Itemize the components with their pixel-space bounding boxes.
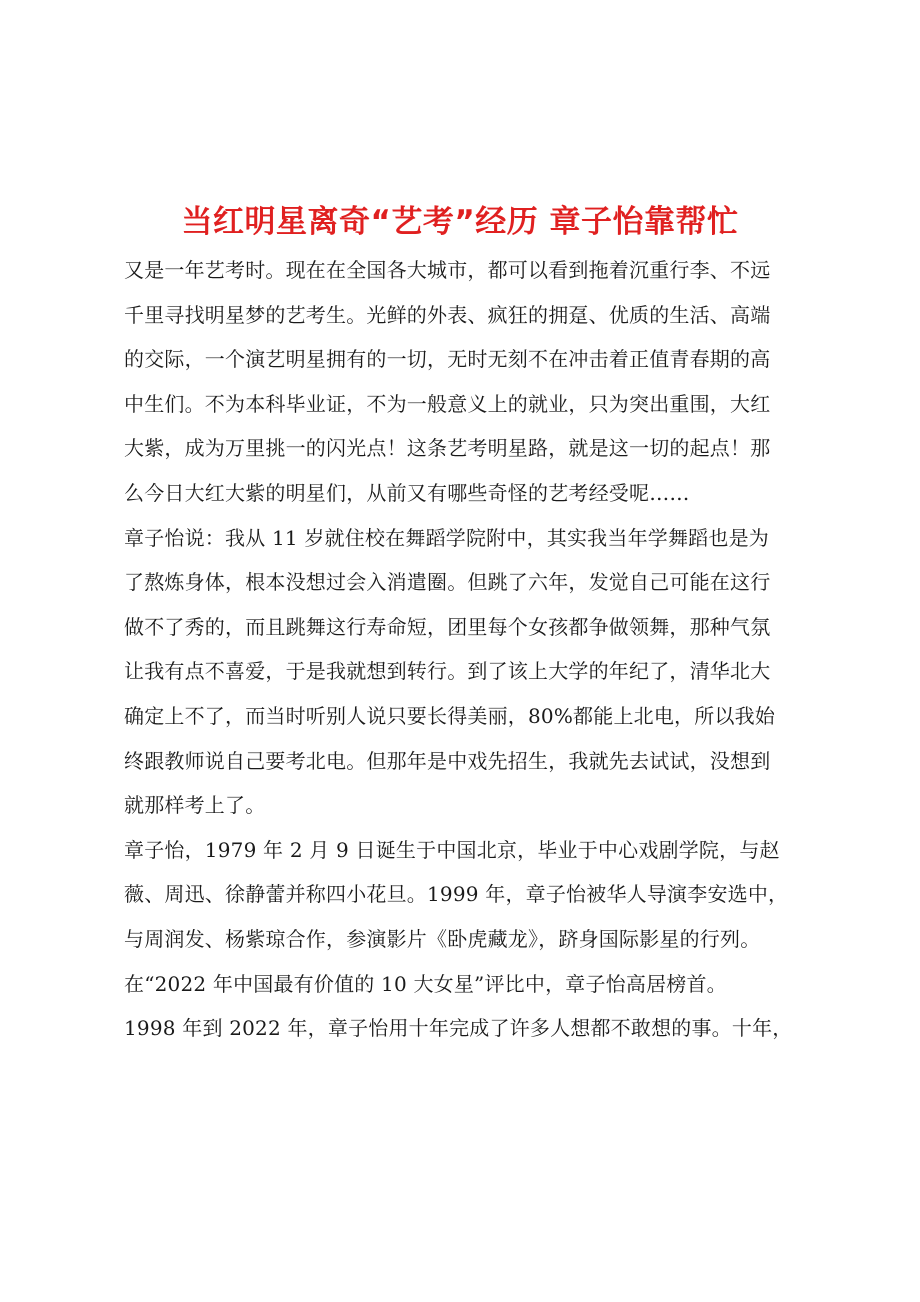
text-line: 就那样考上了。 xyxy=(124,793,266,818)
paragraph-ranking xyxy=(124,962,824,1007)
paragraph-decade xyxy=(124,1006,824,1051)
text-line: 让我有点不喜爱，于是我就想到转行。到了该上大学的年纪了，清华北大 xyxy=(124,659,771,684)
text-line: 又是一年艺考时。现在在全国各大城市，都可以看到拖着沉重行李、不远 xyxy=(124,258,771,282)
text-line: 大紫，成为万里挑一的闪光点！这条艺考明星路，就是这一切的起点！那 xyxy=(124,436,771,461)
text-line: 薇、周迅、徐静蕾并称四小花旦。1999 年，章子怡被华人导演李安选中， xyxy=(124,882,789,907)
document-title: 当红明星离奇“艺考”经历 章子怡靠帮忙 xyxy=(181,204,739,240)
paragraph-intro xyxy=(124,248,824,516)
paragraph-quote xyxy=(124,516,824,828)
text-line: 确定上不了，而当时听别人说只要长得美丽，80%都能上北电，所以我始 xyxy=(124,703,776,728)
text-line: 章子怡，1979 年 2 月 9 日诞生于中国北京，毕业于中心戏剧学院，与赵 xyxy=(124,837,780,862)
text-line: 终跟教师说自己要考北电。但那年是中戏先招生，我就先去试试，没想到 xyxy=(124,748,771,773)
paragraph-bio xyxy=(124,828,824,962)
text-line: 么今日大红大紫的明星们，从前又有哪些奇怪的艺考经受呢…… xyxy=(124,480,690,505)
text-line: 做不了秀的，而且跳舞这行寿命短，团里每个女孩都争做领舞，那种气氛 xyxy=(124,614,771,639)
text-line: 千里寻找明星梦的艺考生。光鲜的外表、疯狂的拥趸、优质的生活、高端 xyxy=(124,302,771,327)
text-line: 的交际，一个演艺明星拥有的一切，无时无刻不在冲击着正值青春期的高 xyxy=(124,347,771,372)
text-line: 章子怡说：我从 11 岁就住校在舞蹈学院附中，其实我当年学舞蹈也是为 xyxy=(124,525,769,550)
text-line: 在“2022 年中国最有价值的 10 大女星”评比中，章子怡高居榜首。 xyxy=(124,971,727,996)
text-line: 中生们。不为本科毕业证，不为一般意义上的就业，只为突出重围，大红 xyxy=(124,391,771,416)
document-body xyxy=(124,248,824,1051)
text-line: 1998 年到 2022 年，章子怡用十年完成了许多人想都不敢想的事。十年， xyxy=(124,1016,793,1041)
text-line: 了熬炼身体，根本没想过会入消遣圈。但跳了六年，发觉自己可能在这行 xyxy=(124,570,771,595)
text-line: 与周润发、杨紫琼合作，参演影片《卧虎藏龙》，跻身国际影星的行列。 xyxy=(124,926,761,951)
